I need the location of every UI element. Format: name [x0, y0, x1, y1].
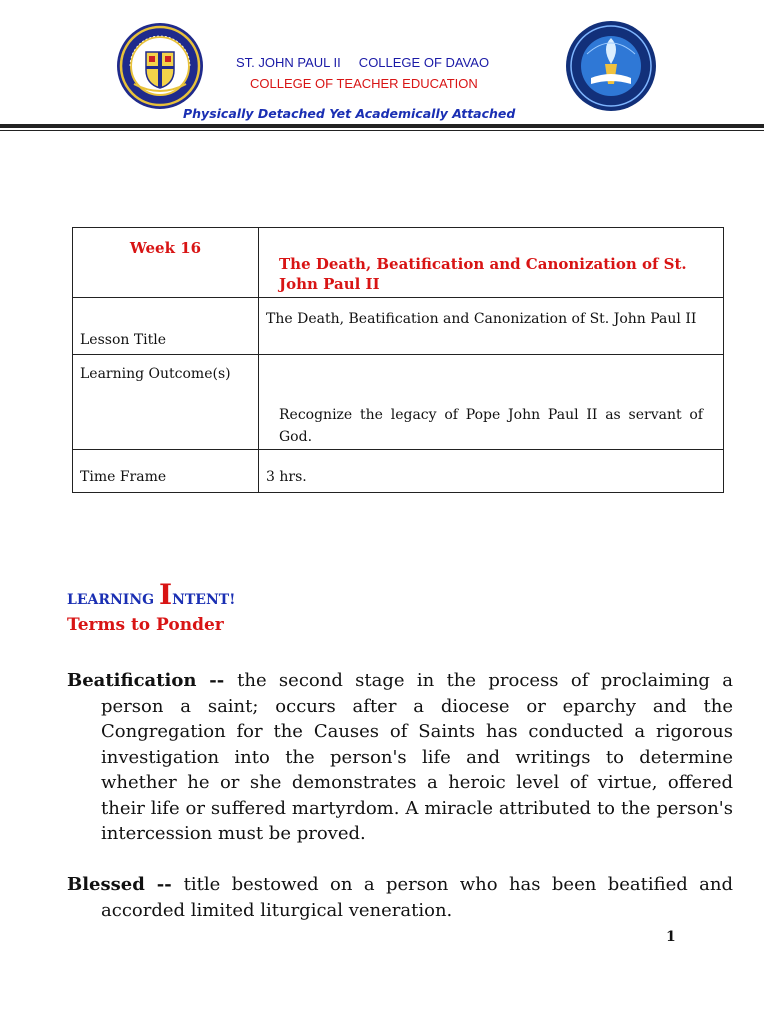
term-definition: [67, 668, 733, 847]
term-name: Blessed: [67, 874, 145, 895]
row-value: 3 hrs.: [259, 450, 724, 493]
term-text: title bestowed on a person who has been beatified and accorded limited liturgical veneration.: [101, 874, 733, 921]
teacher-education-logo: [565, 20, 657, 112]
college-seal-logo: [116, 22, 204, 110]
lesson-table: [72, 227, 724, 493]
intent-big-letter: I: [158, 578, 173, 611]
page-number: 1: [666, 929, 676, 945]
lesson-heading: The Death, Beatification and Canonization of St. John Paul II: [259, 228, 724, 298]
row-label: Time Frame: [73, 450, 259, 493]
intent-prefix: LEARNING: [67, 592, 159, 608]
row-value: Recognize the legacy of Pope John Paul II as servant of God.: [259, 355, 724, 450]
term-definition: [67, 872, 733, 923]
college-name: COLLEGE OF TEACHER EDUCATION: [250, 76, 478, 91]
term-separator: --: [196, 670, 238, 691]
row-label: Lesson Title: [73, 298, 259, 355]
terms-subheading: Terms to Ponder: [67, 615, 224, 635]
term-text: the second stage in the process of proclaiming a person a saint; occurs after a diocese or eparchy and the Congregation for the Causes of Saints has conducted a rigorous investigation into the person's life and writings to determine whether he or she demonstrates a heroic level of virtue, offered their life or suffered martyrdom. A miracle attributed to the person's intercession must be proved.: [101, 670, 733, 844]
table-row: [73, 355, 724, 450]
intent-rest: NTENT!: [172, 592, 236, 608]
table-row: [73, 450, 724, 493]
term-separator: --: [144, 874, 184, 895]
header-rule-thin: [0, 130, 764, 131]
row-label: Learning Outcome(s): [73, 355, 259, 450]
learning-intent-heading: [67, 578, 235, 611]
table-row: [73, 228, 724, 298]
term-name: Beatification: [67, 670, 197, 691]
school-name: ST. JOHN PAUL II COLLEGE OF DAVAO: [236, 55, 490, 70]
row-value: The Death, Beatification and Canonization of St. John Paul II: [259, 298, 724, 355]
table-row: [73, 298, 724, 355]
week-label: Week 16: [73, 228, 259, 298]
motto: Physically Detached Yet Academically Attached: [183, 106, 516, 121]
header-rule-thick: [0, 124, 764, 128]
